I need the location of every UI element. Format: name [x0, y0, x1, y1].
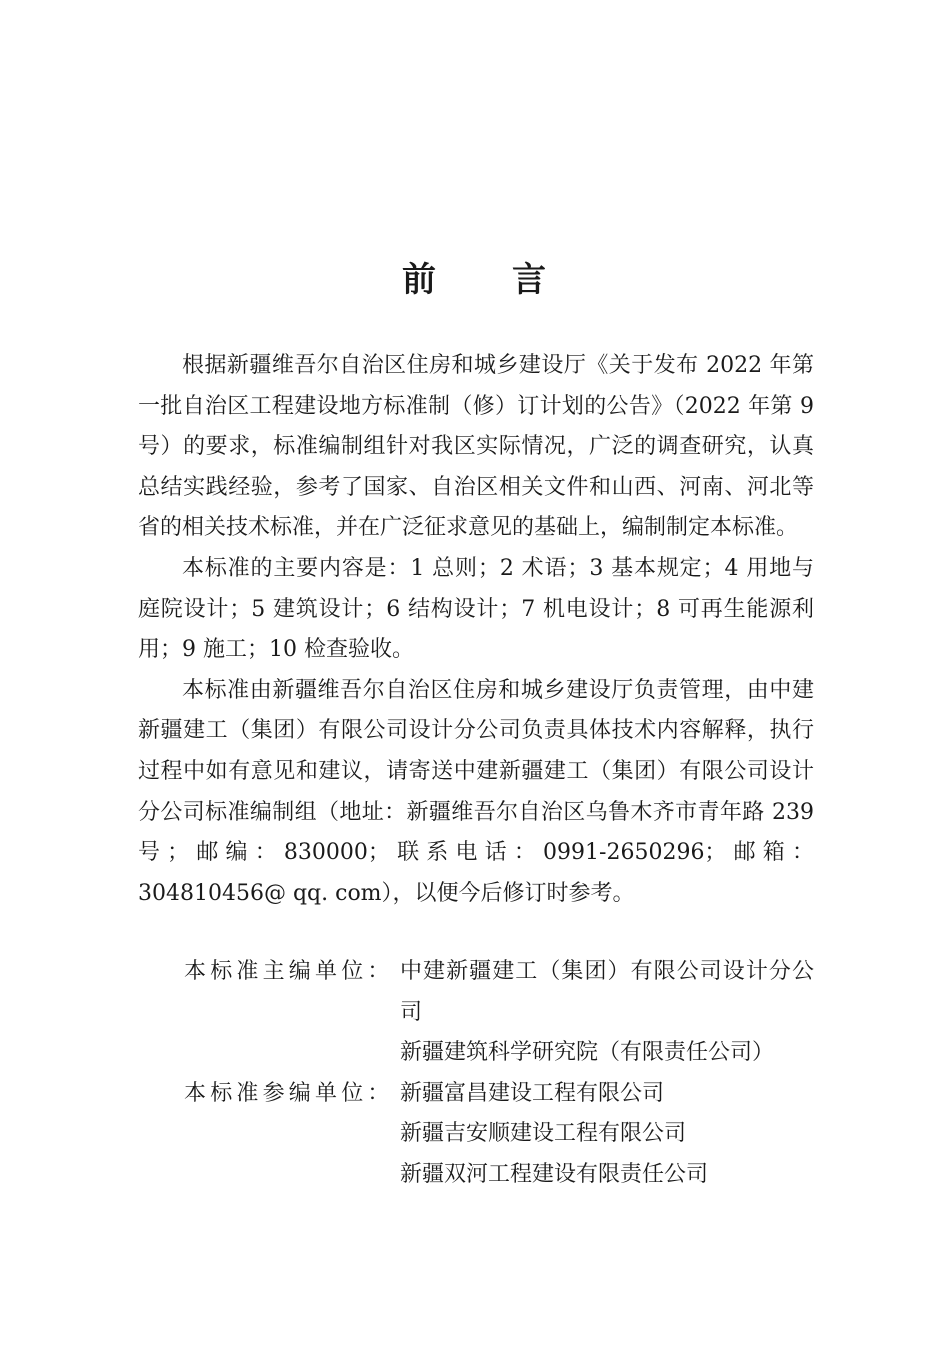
page-title — [0, 256, 950, 304]
participating-unit-item: 新疆吉安顺建设工程有限公司 — [400, 1121, 687, 1147]
paragraph-management: 本标准由新疆维吾尔自治区住房和城乡建设厅负责管理，由中建新疆建工（集团）有限公司设计分公司负责具体技术内容解释，执行过程中如有意见和建议，请寄送中建新疆建工（集团）有限公司设计分公司标准编制组（地址：新疆维吾尔自治区乌鲁木齐市青年路 239 号；邮编：830000；联系电话：0991-2650296；邮箱：304810456@ qq. com），以便今后修订时参考。 — [138, 677, 814, 906]
participating-units-label: 本标准参编单位： — [184, 1080, 394, 1106]
paragraph-contents: 本标准的主要内容是：1 总则；2 术语；3 基本规定；4 用地与庭院设计；5 建筑设计；6 结构设计；7 机电设计；8 可再生能源利用；9 施工；10 检查验收。 — [138, 555, 814, 663]
editing-units — [138, 952, 814, 1196]
chief-unit-item: 中建新疆建工（集团）有限公司设计分公司 — [400, 959, 814, 1025]
participating-units-group — [138, 1074, 814, 1196]
chief-units-group — [138, 952, 814, 1074]
chief-units-label: 本标准主编单位： — [184, 959, 394, 984]
title-char-1: 前 — [402, 260, 438, 300]
participating-unit-item: 新疆富昌建设工程有限公司 — [400, 1080, 665, 1106]
paragraph-basis: 根据新疆维吾尔自治区住房和城乡建设厅《关于发布 2022 年第一批自治区工程建设地方标准制（修）订计划的公告》（2022 年第 9 号）的要求，标准编制组针对我区实际情况，广泛的调查研究，认真总结实践经验，参考了国家、自治区相关文件和山西、河南、河北等省的相关技术标准，并在广泛征求意见的基础上，编制制定本标准。 — [138, 353, 814, 541]
title-char-2: 言 — [512, 260, 548, 300]
preface-body — [138, 346, 814, 914]
participating-units-list — [400, 1074, 814, 1196]
participating-unit-item: 新疆双河工程建设有限责任公司 — [400, 1161, 709, 1187]
chief-unit-item: 新疆建筑科学研究院（有限责任公司） — [400, 1040, 775, 1066]
chief-units-list — [400, 952, 814, 1074]
